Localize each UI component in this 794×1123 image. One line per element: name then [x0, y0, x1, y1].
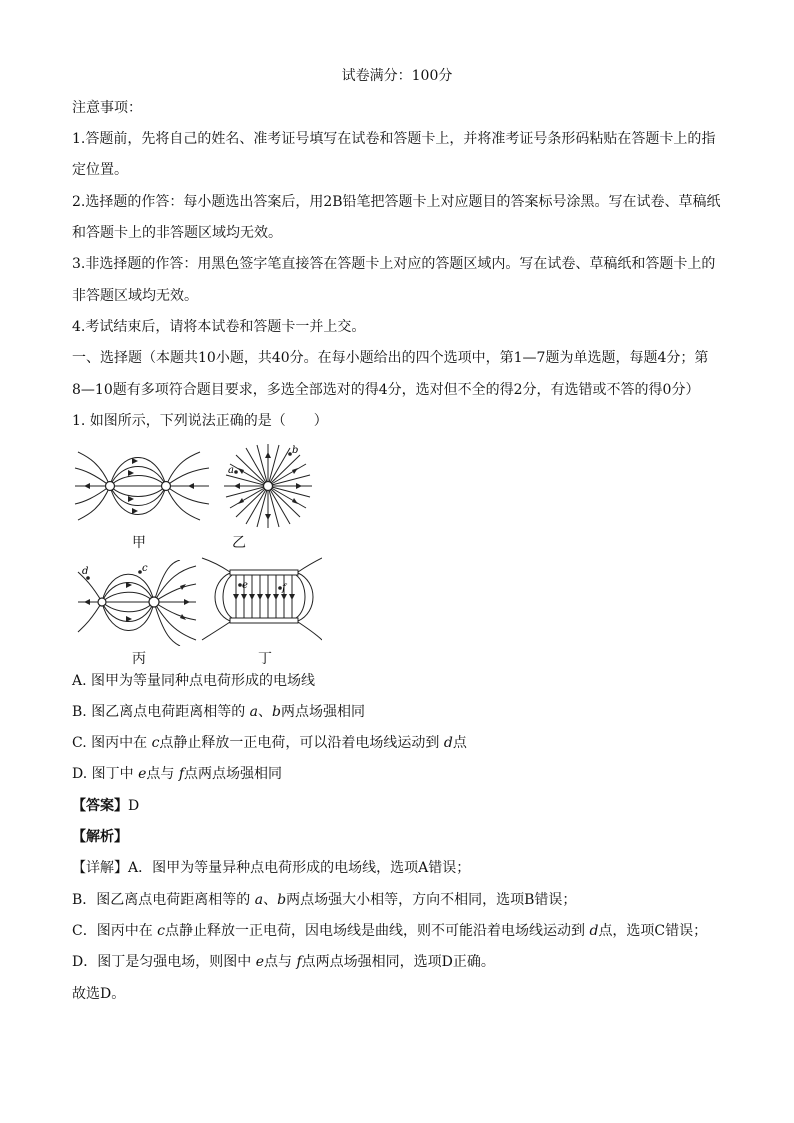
answer-tag: 【答案】	[72, 798, 128, 814]
analysis-line-1: 【详解】A．图甲为等量异种点电荷形成的电场线，选项A错误；	[72, 860, 471, 876]
option-a: A. 图甲为等量同种点电荷形成的电场线	[72, 673, 316, 689]
analysis-line-4: D．图丁是匀强电场，则图中 e点与 f点两点场强相同，选项D正确。	[72, 954, 495, 970]
answer-value: D	[128, 798, 140, 814]
analysis-line-2: B．图乙离点电荷距离相等的 a、b两点场强大小相等，方向不相同，选项B错误；	[72, 892, 577, 908]
figure-bing-label-d: d	[82, 566, 89, 577]
figure-yi-label-b: b	[292, 445, 299, 456]
figure-ding-plates	[200, 552, 322, 644]
answer-line	[72, 796, 139, 816]
option-d: D. 图丁中 e点与 f点两点场强相同	[72, 766, 283, 782]
notice-item-2b: 和答题卡上的非答题区域均无效。	[72, 225, 282, 241]
option-c: C. 图丙中在 c点静止释放一正电荷，可以沿着电场线运动到 d点	[72, 735, 467, 751]
score-title: 试卷满分：100分	[341, 68, 453, 84]
analysis-line-5: 故选D。	[72, 986, 126, 1002]
notice-item-2a: 2.选择题的作答：每小题选出答案后，用2B铅笔把答题卡上对应题目的答案标号涂黑。写在试卷、草稿纸	[72, 194, 721, 210]
option-b: B. 图乙离点电荷距离相等的 a、b两点场强相同	[72, 704, 365, 720]
figure-yi-caption: 乙	[232, 535, 246, 551]
figure-bing-caption: 丙	[132, 651, 146, 667]
section-heading-a: 一、选择题（本题共10小题，共40分。在每小题给出的四个选项中，第1—7题为单选题，每题4分；第	[72, 350, 709, 366]
figure-ding-caption: 丁	[258, 651, 272, 667]
analysis-line-3: C．图丙中在 c点静止释放一正电荷，因电场线是曲线，则不可能沿着电场线运动到 d点，选项C错误；	[72, 923, 708, 939]
notice-item-4: 4.考试结束后，请将本试卷和答题卡一并上交。	[72, 319, 366, 335]
notice-heading: 注意事项：	[72, 100, 142, 116]
notice-item-3b: 非答题区域均无效。	[72, 288, 198, 304]
figure-bing-charges	[76, 560, 198, 646]
notice-item-3a: 3.非选择题的作答：用黑色签字笔直接答在答题卡上对应的答题区域内。写在试卷、草稿纸和答题卡上的	[72, 256, 716, 272]
analysis-tag: 【解析】	[72, 829, 128, 845]
notice-item-1b: 定位置。	[72, 162, 128, 178]
figure-jia-dipole	[72, 442, 212, 528]
figure-ding-label-f: f	[282, 583, 286, 594]
figure-yi-radial	[222, 442, 314, 530]
figure-jia-caption: 甲	[132, 535, 146, 551]
figure-bing-label-c: c	[142, 563, 148, 574]
section-heading-b: 8—10题有多项符合题目要求，多选全部选对的得4分，选对但不全的得2分，有选错或不答的得0分）	[72, 382, 700, 398]
figure-ding-label-e: e	[242, 580, 248, 591]
question-stem: 1. 如图所示，下列说法正确的是（ ）	[72, 413, 328, 429]
figure-yi-label-a: a	[228, 465, 234, 476]
notice-item-1a: 1.答题前，先将自己的姓名、准考证号填写在试卷和答题卡上，并将准考证号条形码粘贴在答题卡上的指	[72, 131, 716, 147]
